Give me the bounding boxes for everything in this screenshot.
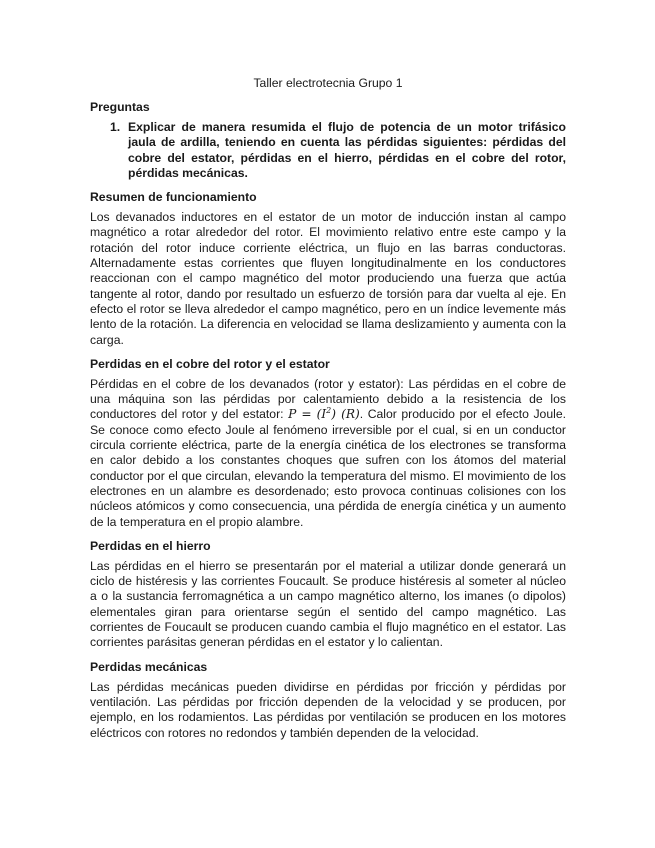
section-heading-mecanicas: Perdidas mecánicas (90, 659, 208, 674)
question-number: 1. (110, 120, 121, 134)
section-text-mecanicas: Las pérdidas mecánicas pueden dividirse en pérdidas por fricción y pérdidas por ventilación. Las pérdidas por fricción dependen de la velocidad y se producen, por ejemplo, en los rodamientos. Las pérdidas por ventilación se producen en los motores eléctricos con rotores no redondos y también dependen de la velocidad. (90, 679, 566, 740)
section-heading-cobre: Perdidas en el cobre del rotor y el estator (90, 356, 330, 371)
formula-rhs: ) (R) (331, 407, 360, 422)
cobre-text-after: . Calor producido por el efecto Joule. Se conoce como efecto Joule al fenómeno irreversible por el cual, si en un conductor circula corriente eléctrica, parte de la energía cinética de los electrones se transforma en calor debido a los constantes choques que sufren con los átomos del material conductor por el que circulan, elevando la temperatura del mismo. El movimiento de los electrones en un alambre es desordenado; esto provoca continuas colisiones con los núcleos atómicos y como consecuencia, una pérdida de energía cinética y un aumento de la temperatura en el propio alambre. (90, 407, 566, 529)
section-text-resumen: Los devanados inductores en el estator de un motor de inducción instan al campo magnético a rotar alrededor del rotor. El movimiento relativo entre este campo y la rotación del rotor induce corriente eléctrica, un flujo en las barras conductoras. Alternadamente estas corrientes que fluyen longitudinalmente en los conductores reaccionan con el campo magnético del motor produciendo una fuerza que actúa tangente al rotor, dando por resultado un esfuerzo de torsión para dar vuelta al eje. En efecto el rotor se lleva alrededor el campo magnético, pero en un índice levemente más lento de la rotación. La diferencia en velocidad se llama deslizamiento y aumenta con la carga. (90, 210, 566, 347)
formula-lhs: P = (I (288, 407, 327, 422)
section-heading-hierro: Perdidas en el hierro (90, 538, 211, 553)
questions-list (90, 120, 566, 181)
cobre-text-before: Pérdidas en el cobre de los devanados (rotor y estator): Las pérdidas en el cobre de una máquina son las pérdidas por calentamiento debido a la resistencia de los conductores del rotor y del estator: (90, 376, 566, 422)
section-text-hierro: Las pérdidas en el hierro se presentarán por el material a utilizar donde generará un ciclo de histéresis y las corrientes Foucault. Se produce histéresis al someter al núcleo a o la sustancia ferromagnética a un campo magnético alterno, los imanes (o dipolos) elementales giran para orientarse según el sentido del campo magnético. Las corrientes de Foucault se producen cuando cambia el flujo magnético en el estator. Las corrientes parásitas generan pérdidas en el estator y lo calientan. (90, 558, 566, 650)
formula-exponent: 2 (326, 406, 332, 416)
questions-heading: Preguntas (90, 100, 150, 114)
question-text: Explicar de manera resumida el flujo de potencia de un motor trifásico jaula de ardilla, teniendo en cuenta las pérdidas siguientes: pérdidas del cobre del estator, pérdidas en el hierro, pérdidas en el cobre del rotor, pérdidas mecánicas. (128, 120, 566, 180)
question-item (90, 120, 566, 181)
document-title: Taller electrotecnia Grupo 1 (253, 76, 403, 90)
document-page (90, 76, 566, 750)
power-formula (288, 407, 360, 421)
section-heading-resumen: Resumen de funcionamiento (90, 190, 257, 205)
section-text-cobre (90, 377, 566, 530)
